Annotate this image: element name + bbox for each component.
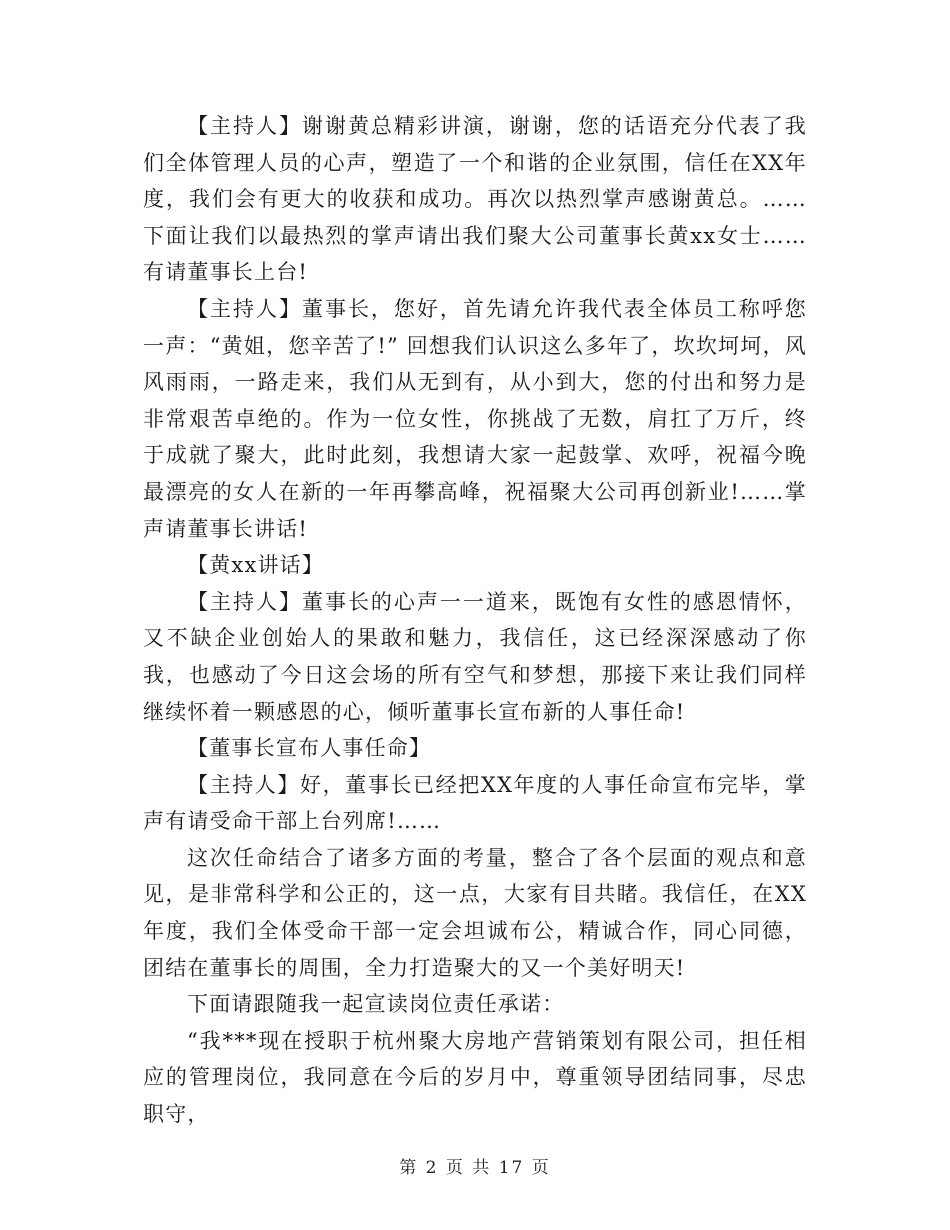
paragraph: 【董事长宣布人事任命】 [187,736,432,761]
paragraph: 【主持人】董事长的心声一一道来，既饱有女性的感恩情怀，又不缺企业创始人的果敢和魅力，我信任，这已经深深感动了你我，也感动了今日这会场的所有空气和梦想，那接下来让我们同样继续怀着一颗感恩的心，倾听董事长宣布新的人事任命! [143,589,807,724]
paragraph: 这次任命结合了诸多方面的考量，整合了各个层面的观点和意见，是非常科学和公正的，这一点，大家有目共睹。我信任，在XX年度，我们全体受命干部一定会坦诚布公，精诚合作，同心同德，团结在董事长的周围，全力打造聚大的又一个美好明天! [143,845,807,980]
paragraph: 【主持人】好，董事长已经把XX年度的人事任命宣布完毕，掌声有请受命干部上台列席!…… [143,772,807,834]
paragraph: 【黄xx讲话】 [187,553,325,578]
page-number-footer: 第 2 页 共 17 页 [399,1158,551,1178]
paragraph: 【主持人】谢谢黄总精彩讲演，谢谢，您的话语充分代表了我们全体管理人员的心声，塑造了一个和谐的企业氛围，信任在XX年度，我们会有更大的收获和成功。再次以热烈掌声感谢黄总。……下面让我们以最热烈的掌声请出我们聚大公司董事长黄xx女士……有请董事长上台! [143,114,807,285]
paragraph: 下面请跟随我一起宣读岗位责任承诺： [187,992,565,1017]
paragraph: 【主持人】董事长，您好，首先请允许我代表全体员工称呼您一声：“黄姐，您辛苦了!” 回想我们认识这么多年了，坎坎坷坷，风风雨雨，一路走来，我们从无到有，从小到大，您的付出和努力是非常艰苦卓绝的。作为一位女性，你挑战了无数，肩扛了万斤，终于成就了聚大，此时此刻，我想请大家一起鼓掌、欢呼，祝福今晚最漂亮的女人在新的一年再攀高峰，祝福聚大公司再创新业!……掌声请董事长讲话! [143,296,807,541]
document-body [143,108,807,1133]
paragraph: “我***现在授职于杭州聚大房地产营销策划有限公司，担任相应的管理岗位，我同意在今后的岁月中，尊重领导团结同事，尽忠职守， [143,1028,807,1127]
